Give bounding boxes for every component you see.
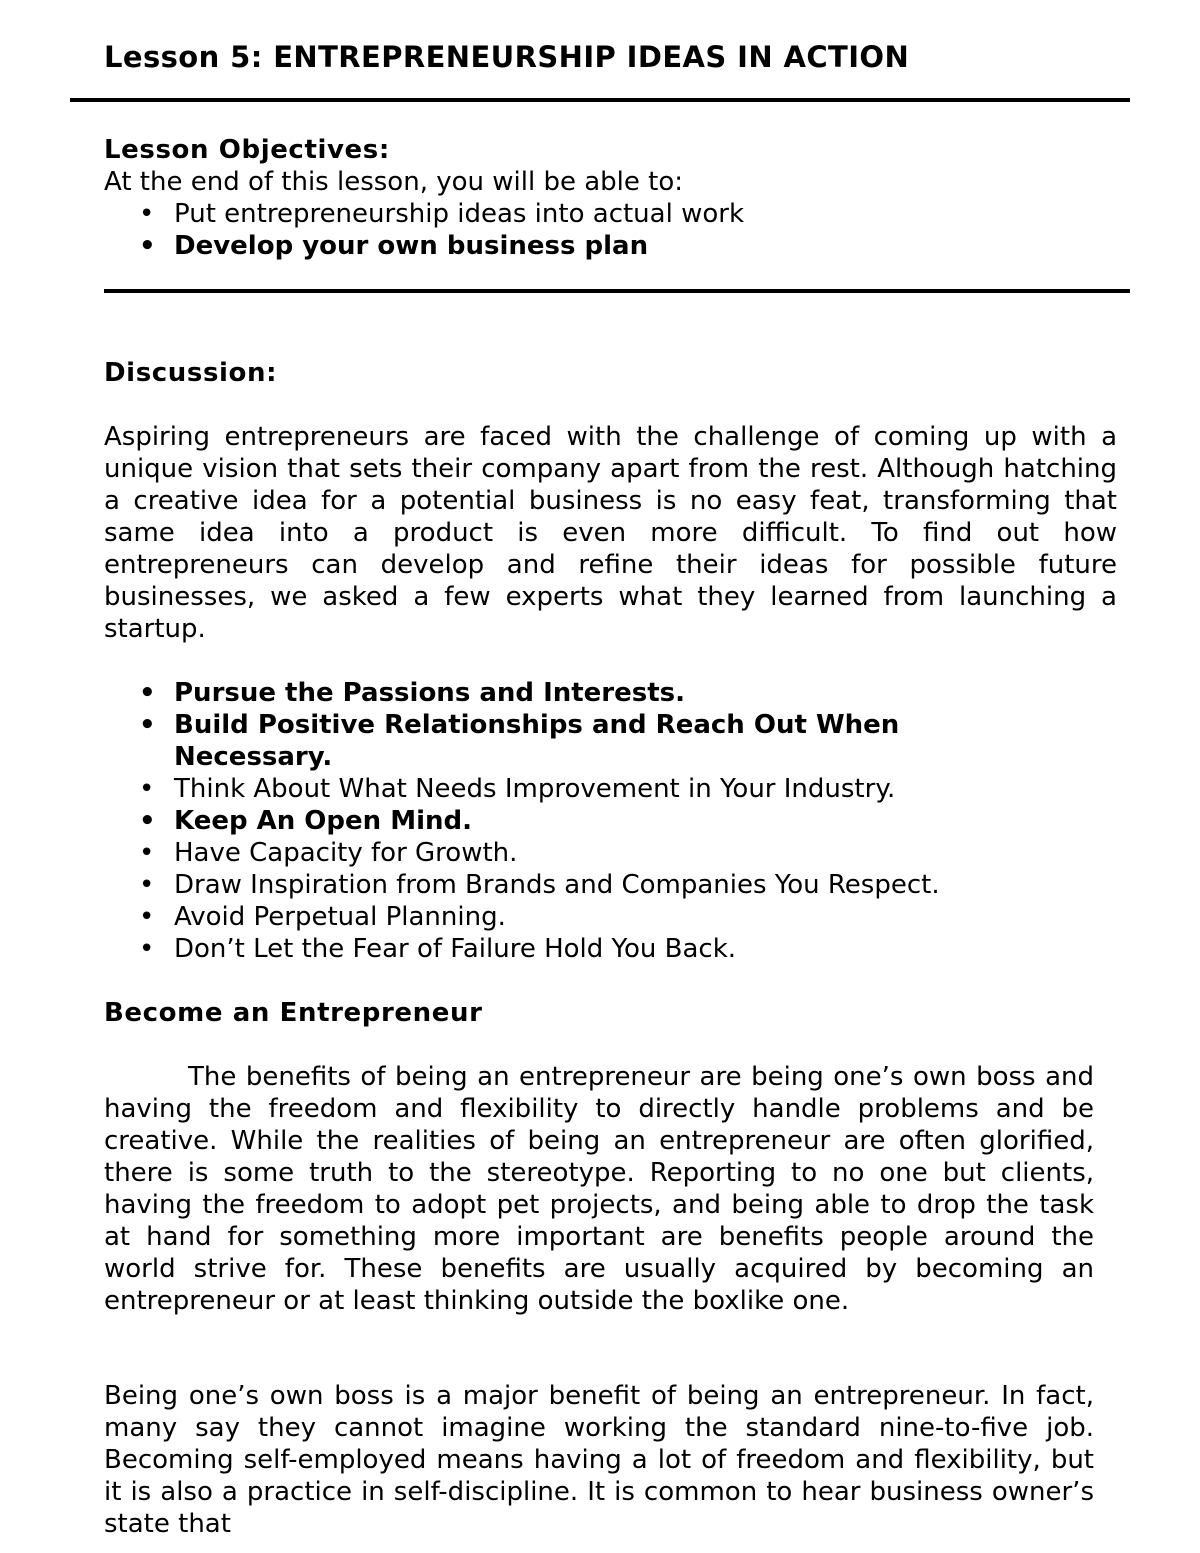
become-paragraph-2: Being one’s own boss is a major benefit of being an entrepreneur. In fact, many say they cannot imagine working the standard nine-to-five job. Becoming self-employed means having a lot of freedom and flexibility, but it is also a practice in self-discipline. It is common to hear business owner’s state that	[104, 1381, 1094, 1539]
list-item: • Keep An Open Mind.	[139, 806, 472, 836]
list-item: • Avoid Perpetual Planning.	[139, 902, 506, 932]
tips-list	[104, 677, 1117, 965]
become-heading: Become an Entrepreneur	[104, 998, 483, 1028]
tips-section	[104, 677, 1117, 965]
objectives-section	[104, 134, 1117, 262]
become-heading-wrap	[104, 997, 1117, 1029]
become-paragraph-1: The benefits of being an entrepreneur are being one’s own boss and having the freedom and flexibility to directly handle problems and be creative. While the realities of being an entrepreneur are often glorified, there is some truth to the stereotype. Reporting to no one but clients, having the freedom to adopt pet projects, and being able to drop the task at hand for something more important are benefits people around the world strive for. These benefits are usually acquired by becoming an entrepreneur or at least thinking outside the boxlike one.	[104, 1062, 1094, 1316]
objectives-heading: Lesson Objectives:	[104, 135, 390, 165]
discussion-heading-wrap	[104, 357, 1117, 389]
title-divider	[70, 98, 1130, 102]
list-item: • Develop your own business plan	[139, 231, 649, 261]
list-item: • Think About What Needs Improvement in Your Industry.	[139, 774, 896, 804]
list-item: • Build Positive Relationships and Reach Out When Necessary.	[139, 710, 900, 772]
list-item: • Draw Inspiration from Brands and Companies You Respect.	[139, 870, 940, 900]
list-item: • Have Capacity for Growth.	[139, 838, 518, 868]
list-item: • Don’t Let the Fear of Failure Hold You Back.	[139, 934, 737, 964]
list-item: • Put entrepreneurship ideas into actual work	[139, 199, 744, 229]
lesson-title: Lesson 5: ENTREPRENEURSHIP IDEAS IN ACTION	[104, 40, 910, 74]
objectives-divider	[104, 289, 1130, 293]
objectives-intro: At the end of this lesson, you will be able to:	[104, 167, 684, 197]
discussion-heading: Discussion:	[104, 358, 278, 388]
list-item: • Pursue the Passions and Interests.	[139, 678, 686, 708]
discussion-paragraph: Aspiring entrepreneurs are faced with the challenge of coming up with a unique vision that sets their company apart from the rest. Although hatching a creative idea for a potential business is no easy feat, transforming that same idea into a product is even more difficult. To find out how entrepreneurs can develop and refine their ideas for possible future businesses, we asked a few experts what they learned from launching a startup.	[104, 422, 1117, 644]
objectives-list	[104, 198, 1117, 262]
